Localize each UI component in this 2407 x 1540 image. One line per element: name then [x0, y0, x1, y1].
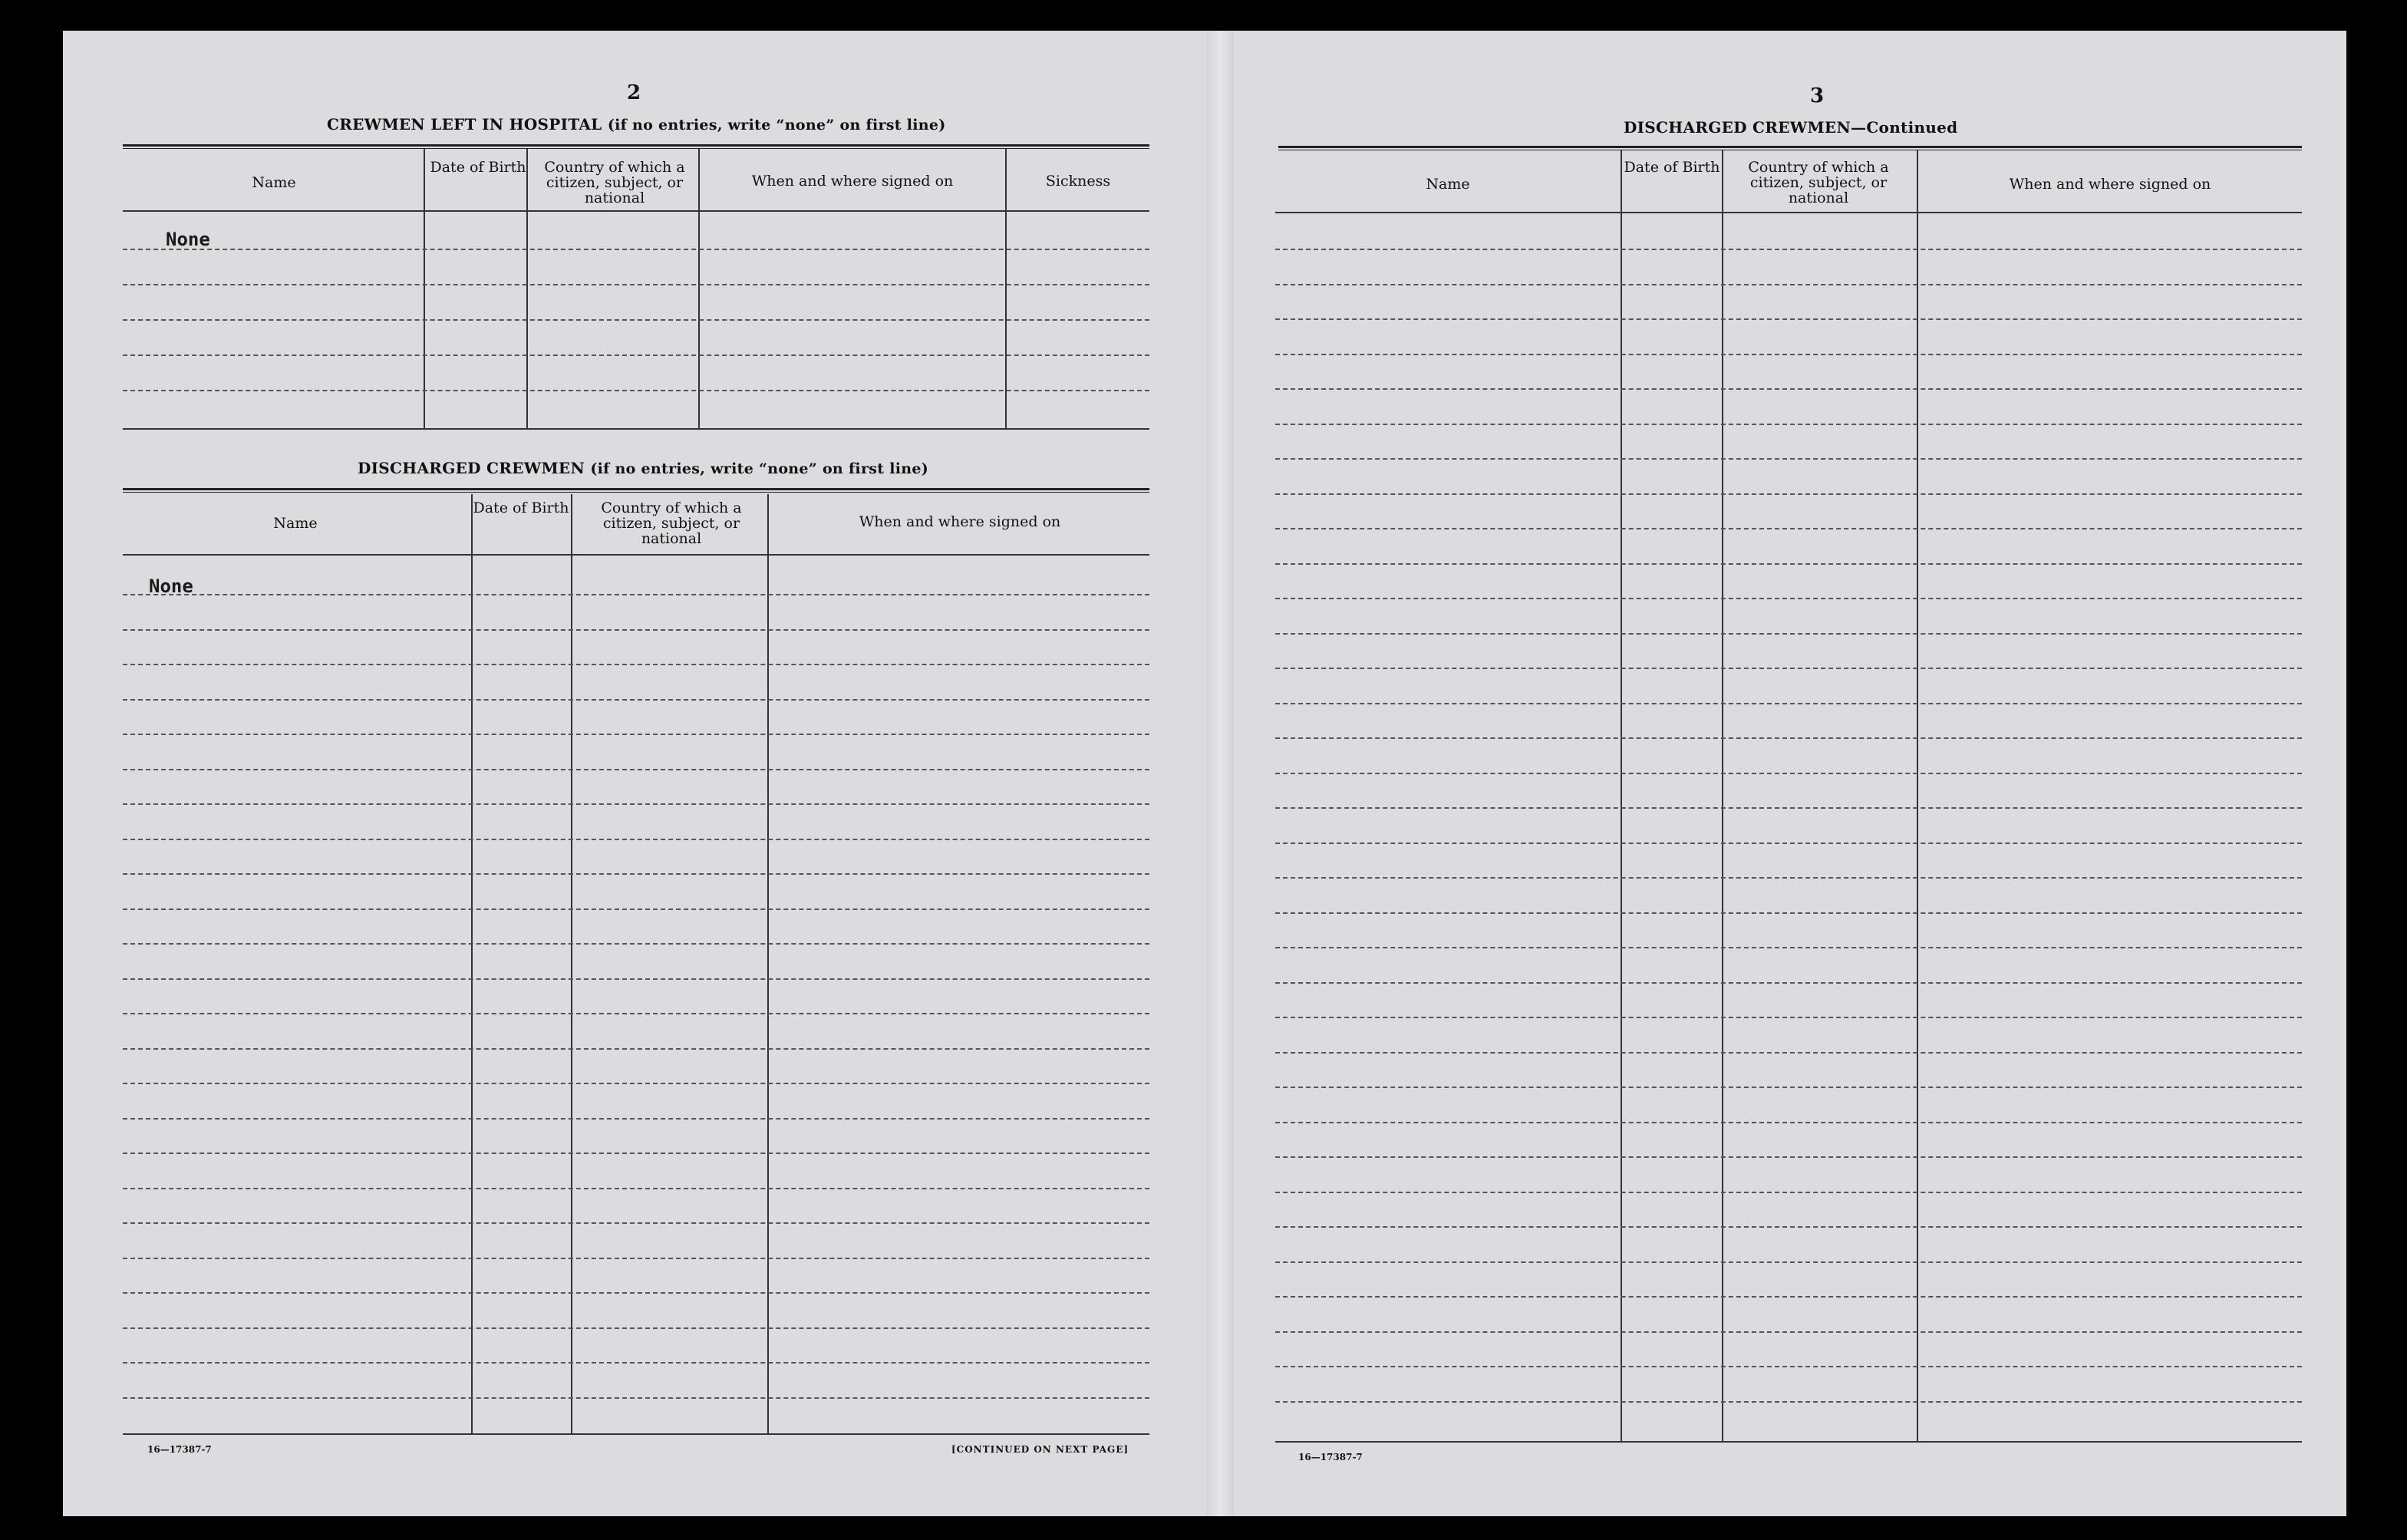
right-divider	[1621, 150, 1622, 1441]
discharged-title-text: DISCHARGED CREWMEN	[358, 459, 585, 477]
right-row-line	[1275, 982, 2302, 984]
discharged-row-line	[123, 978, 1149, 980]
discharged-row-line	[123, 1222, 1149, 1224]
hospital-divider	[698, 149, 700, 428]
hospital-divider	[526, 149, 528, 428]
right-row-line	[1275, 773, 2302, 774]
page-number-right: 3	[1809, 84, 1825, 107]
hospital-col-signed-on: When and where signed on	[751, 173, 954, 190]
right-row-line	[1275, 877, 2302, 879]
discharged-row-line	[123, 803, 1149, 805]
right-row-line	[1275, 807, 2302, 809]
discharged-entry-none: None	[149, 575, 193, 597]
right-row-line	[1275, 1261, 2302, 1263]
hospital-col-country: Country of which a citizen, subject, or national	[544, 159, 685, 206]
hospital-col-dob: Date of Birth	[430, 159, 526, 176]
right-row-line	[1275, 1226, 2302, 1228]
discharged-instruction: (if no entries, write “none” on first line)	[590, 460, 929, 477]
hospital-bottom-rule	[123, 428, 1149, 430]
discharged-section-title	[358, 459, 928, 477]
discharged-row-line	[123, 1118, 1149, 1120]
discharged-row-line	[123, 1083, 1149, 1084]
hospital-divider	[424, 149, 425, 428]
page-fold	[1206, 31, 1234, 1516]
right-row-line	[1275, 737, 2302, 739]
right-bottom-rule	[1275, 1441, 2302, 1443]
right-header-bottom-rule	[1275, 212, 2302, 213]
discharged-row-line	[123, 664, 1149, 665]
right-row-line	[1275, 1331, 2302, 1333]
right-row-line	[1275, 1017, 2302, 1018]
right-divider	[1917, 150, 1918, 1441]
discharged-row-line	[123, 1362, 1149, 1364]
discharged-row-line	[123, 1048, 1149, 1050]
discharged-row-line	[123, 1292, 1149, 1294]
right-row-line	[1275, 1052, 2302, 1054]
right-divider	[1722, 150, 1723, 1441]
discharged-row-line	[123, 1258, 1149, 1259]
discharged-bottom-rule	[123, 1433, 1149, 1435]
discharged-row-line	[123, 594, 1149, 595]
discharged-row-line	[123, 1153, 1149, 1154]
right-row-line	[1275, 1401, 2302, 1403]
discharged-col-country: Country of which a citizen, subject, or national	[601, 500, 742, 547]
discharged-row-line	[123, 943, 1149, 945]
discharged-row-line	[123, 1188, 1149, 1189]
hospital-col-sickness: Sickness	[1045, 173, 1111, 190]
right-row-line	[1275, 703, 2302, 704]
hospital-section-title	[327, 115, 946, 134]
right-row-line	[1275, 598, 2302, 599]
right-row-line	[1275, 1192, 2302, 1193]
right-row-line	[1275, 458, 2302, 460]
right-row-line	[1275, 1156, 2302, 1158]
right-row-line	[1275, 318, 2302, 320]
discharged-row-line	[123, 909, 1149, 910]
right-row-line	[1275, 1087, 2302, 1088]
discharged-row-line	[123, 769, 1149, 770]
form-sheet	[63, 31, 2346, 1516]
right-row-line	[1275, 424, 2302, 425]
right-section-title: DISCHARGED CREWMEN—Continued	[1624, 118, 1958, 137]
discharged-row-line	[123, 1397, 1149, 1399]
hospital-row-line	[123, 284, 1149, 285]
hospital-entry-none: None	[166, 229, 210, 250]
hospital-row-line	[123, 249, 1149, 250]
right-row-line	[1275, 249, 2302, 250]
hospital-header-bottom-rule	[123, 210, 1149, 212]
continued-note: [CONTINUED ON NEXT PAGE]	[951, 1444, 1129, 1455]
page-number-left: 2	[626, 81, 641, 104]
discharged-col-dob: Date of Birth	[473, 500, 569, 516]
discharged-row-line	[123, 734, 1149, 735]
discharged-row-line	[123, 629, 1149, 631]
right-row-line	[1275, 1122, 2302, 1123]
right-row-line	[1275, 947, 2302, 948]
hospital-row-line	[123, 319, 1149, 321]
right-top-rule	[1278, 146, 2302, 150]
discharged-row-line	[123, 1327, 1149, 1329]
right-row-line	[1275, 843, 2302, 844]
hospital-instruction: (if no entries, write “none” on first line)	[607, 117, 946, 134]
discharged-top-rule	[123, 488, 1149, 493]
form-code-left: 16—17387-7	[147, 1444, 212, 1455]
hospital-col-name: Name	[252, 174, 296, 191]
right-col-country: Country of which a citizen, subject, or national	[1748, 159, 1889, 206]
discharged-row-line	[123, 699, 1149, 701]
right-row-line	[1275, 1366, 2302, 1367]
right-row-line	[1275, 1296, 2302, 1298]
discharged-row-line	[123, 839, 1149, 840]
right-row-line	[1275, 563, 2302, 565]
discharged-col-signed-on: When and where signed on	[859, 513, 1061, 530]
discharged-row-line	[123, 873, 1149, 875]
right-row-line	[1275, 493, 2302, 495]
right-row-line	[1275, 354, 2302, 355]
hospital-title-text: CREWMEN LEFT IN HOSPITAL	[327, 115, 602, 134]
right-col-signed-on: When and where signed on	[2009, 176, 2211, 193]
hospital-row-line	[123, 354, 1149, 356]
hospital-divider	[1005, 149, 1007, 428]
right-row-line	[1275, 668, 2302, 669]
discharged-row-line	[123, 1013, 1149, 1014]
right-row-line	[1275, 284, 2302, 285]
hospital-row-line	[123, 390, 1149, 391]
right-row-line	[1275, 388, 2302, 390]
right-row-line	[1275, 528, 2302, 529]
hospital-top-rule	[123, 144, 1149, 149]
right-col-name: Name	[1426, 176, 1470, 193]
right-row-line	[1275, 912, 2302, 914]
form-code-right: 16—17387-7	[1298, 1452, 1363, 1463]
discharged-col-name: Name	[273, 515, 318, 532]
right-col-dob: Date of Birth	[1624, 159, 1720, 176]
right-row-line	[1275, 633, 2302, 635]
discharged-header-bottom-rule	[123, 554, 1149, 556]
